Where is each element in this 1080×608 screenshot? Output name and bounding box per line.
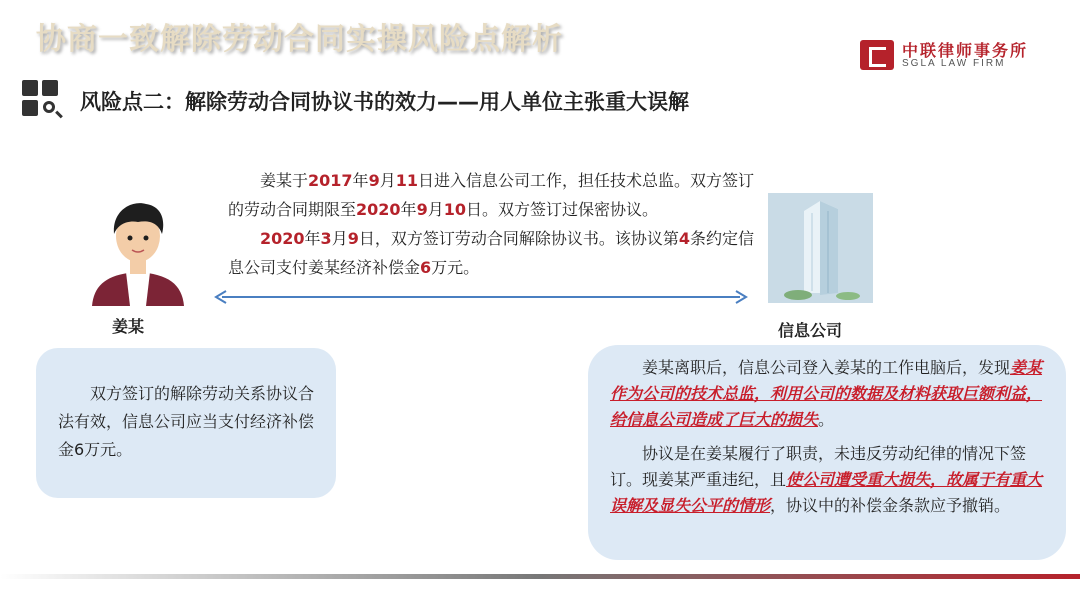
- text-run: 月: [331, 229, 348, 248]
- highlighted-text: 2020: [356, 200, 401, 219]
- company-claim-paragraph-1: [610, 355, 1046, 433]
- highlighted-text: 使公司遭受重大损失，故属于有重大误解及显失公平的情形: [610, 470, 1043, 515]
- text-run: 条约定信息公司支付姜某经济补偿金: [228, 229, 755, 277]
- grid-search-icon: [22, 80, 62, 120]
- highlighted-text: 11: [395, 171, 418, 190]
- highlighted-text: 10: [443, 200, 466, 219]
- employee-claim-text: 双方签订的解除劳动关系协议合法有效，信息公司应当支付经济补偿金6万元。: [58, 384, 315, 459]
- highlighted-text: 9: [368, 171, 380, 190]
- company-claim-paragraph-2: [610, 441, 1046, 519]
- text-run: 日。双方签订过保密协议。: [465, 200, 658, 219]
- company-claim-bubble: [588, 345, 1066, 560]
- case-intro: [228, 166, 768, 282]
- highlighted-text: 9: [347, 229, 359, 248]
- text-run: 万元。: [431, 258, 480, 277]
- firm-logo-icon: [860, 40, 894, 70]
- highlighted-text: 姜某作为公司的技术总监，利用公司的数据及材料获取巨额利益，给信息公司造成了巨大的损失: [610, 358, 1043, 429]
- text-run: 年: [400, 200, 417, 219]
- page-title: 协商一致解除劳动合同实操风险点解析: [36, 22, 563, 57]
- text-run: 月: [427, 200, 444, 219]
- employee-claim-bubble: [36, 348, 336, 498]
- text-run: 姜某离职后，信息公司登入姜某的工作电脑后，发现: [642, 358, 1011, 377]
- case-intro-paragraph-2: [228, 224, 768, 282]
- text-run: 日进入信息公司工作，担任技术总监。双方签订的劳动合同期限至: [228, 171, 754, 219]
- text-run: 日，双方签订劳动合同解除协议书。该协议第: [358, 229, 679, 248]
- text-run: 月: [379, 171, 396, 190]
- double-arrow-icon: [214, 288, 748, 306]
- firm-name-cn: 中联律师事务所: [902, 41, 1029, 60]
- firm-name-en: SGLA LAW FIRM: [902, 58, 1006, 69]
- company-label: 信息公司: [778, 321, 843, 340]
- section-subtitle: 风险点二：解除劳动合同协议书的效力——用人单位主张重大误解: [80, 90, 689, 114]
- company-building-icon: [768, 193, 873, 303]
- text-run: 协议是在姜某履行了职责，未违反劳动纪律的情况下签订。现姜某严重违纪，且: [610, 444, 1027, 489]
- text-run: 年: [304, 229, 321, 248]
- highlighted-text: 6: [420, 258, 432, 277]
- text-run: 年: [352, 171, 369, 190]
- case-intro-paragraph-1: [228, 166, 768, 224]
- employee-label: 姜某: [112, 317, 145, 336]
- highlighted-text: 4: [678, 229, 690, 248]
- highlighted-text: 2020: [260, 229, 305, 248]
- text-run: 姜某于: [260, 171, 309, 190]
- text-run: ，协议中的补偿金条款应予撤销。: [770, 496, 1011, 515]
- footer-divider: [0, 574, 1080, 579]
- text-run: 。: [818, 410, 835, 429]
- highlighted-text: 3: [320, 229, 332, 248]
- employee-avatar-icon: [88, 198, 188, 306]
- firm-logo: [860, 38, 1060, 74]
- highlighted-text: 9: [416, 200, 428, 219]
- highlighted-text: 2017: [308, 171, 353, 190]
